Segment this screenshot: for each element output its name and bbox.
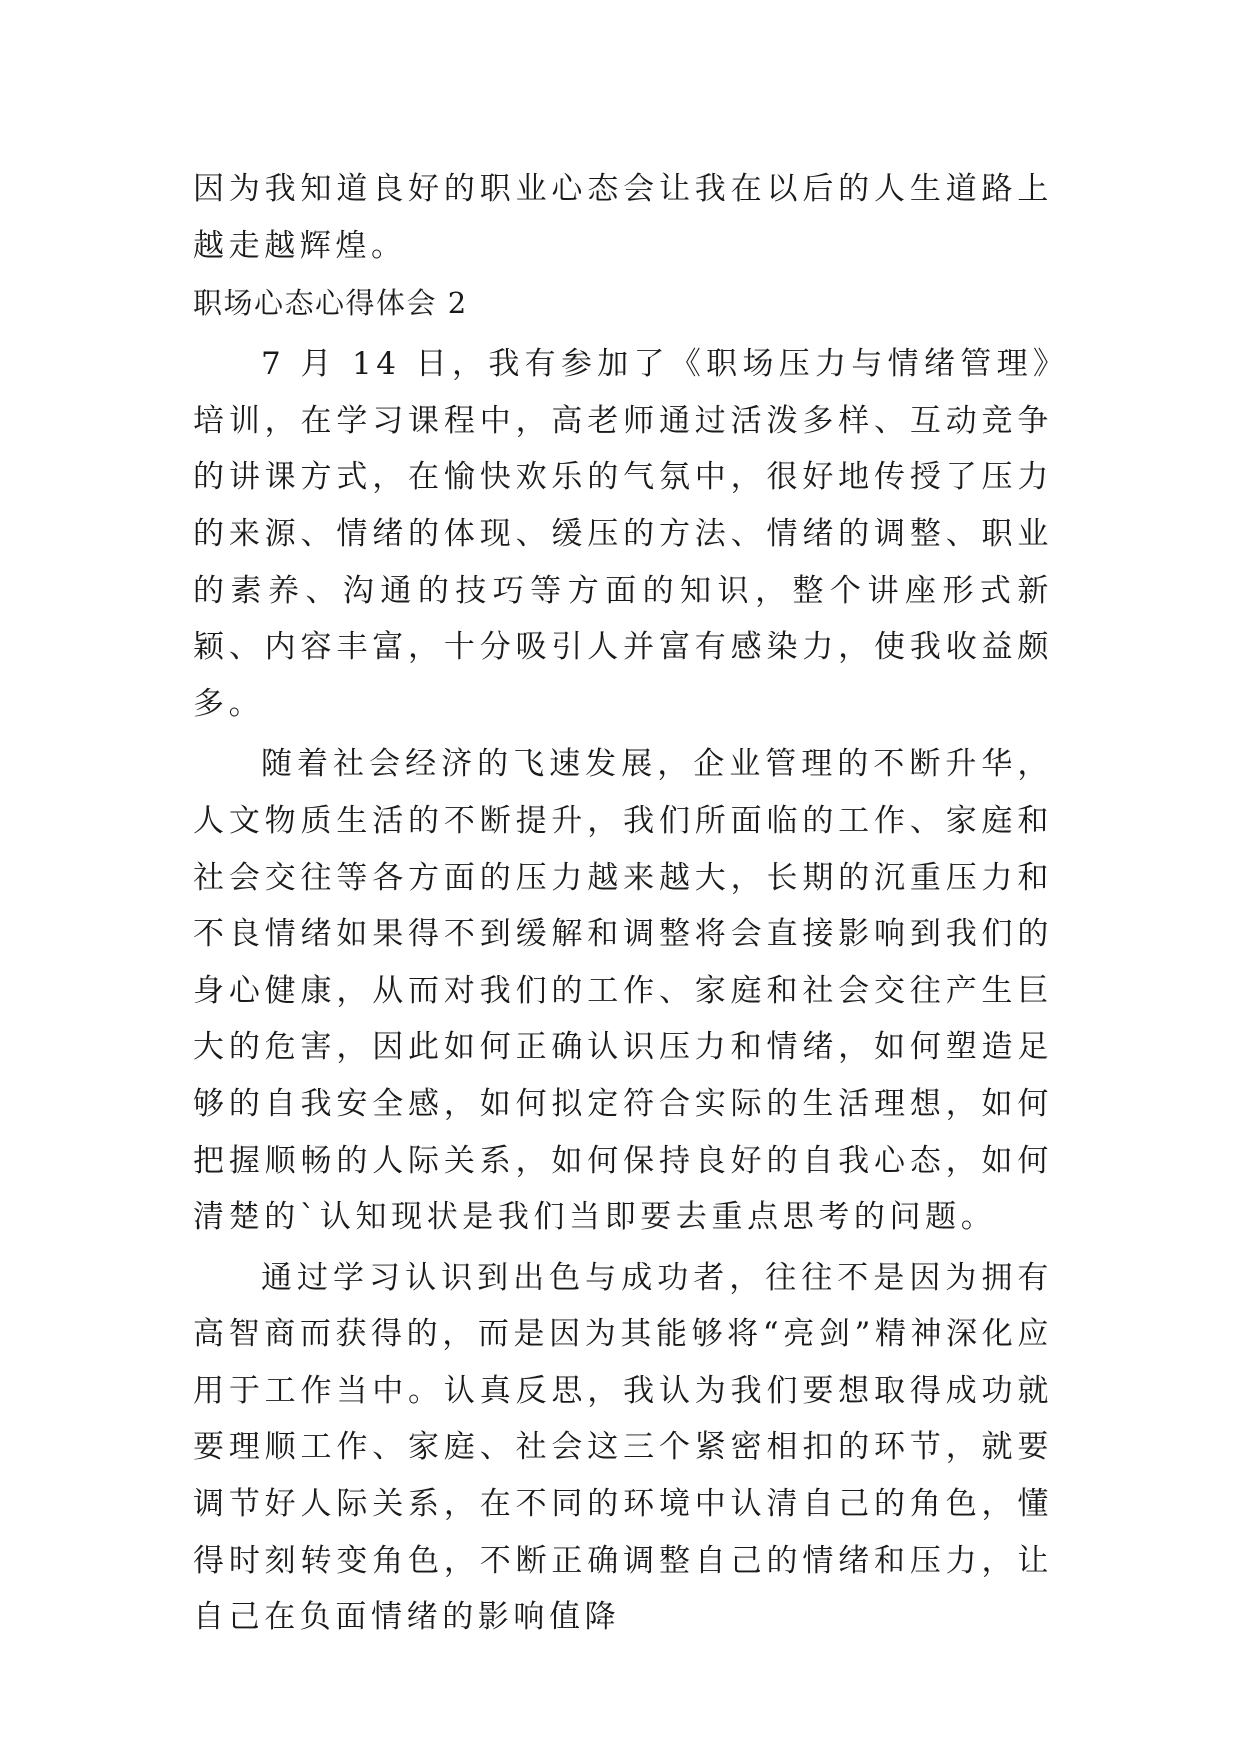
- document-body: [193, 161, 1053, 1646]
- body-paragraph-3: 通过学习认识到出色与成功者，往往不是因为拥有高智商而获得的，而是因为其能够将“亮剑”精神深化应用于工作当中。认真反思，我认为我们要想取得成功就要理顺工作、家庭、社会这三个紧密相扣的环节，就要调节好人际关系，在不同的环境中认清自己的角色，懂得时刻转变角色，不断正确调整自己的情绪和压力，让自己在负面情绪的影响值降: [193, 1259, 1053, 1636]
- body-paragraph-1: 7 月 14 日，我有参加了《职场压力与情绪管理》培训，在学习课程中，高老师通过活泼多样、互动竞争的讲课方式，在愉快欢乐的气氛中，很好地传授了压力的来源、情绪的体现、缓压的方法、情绪的调整、职业的素养、沟通的技巧等方面的知识，整个讲座形式新颖、内容丰富，十分吸引人并富有感染力，使我收益颇多。: [193, 346, 1053, 722]
- continuation-paragraph: 因为我知道良好的职业心态会让我在以后的人生道路上越走越辉煌。: [193, 171, 1053, 264]
- section-title: 职场心态心得体会 2: [193, 286, 468, 321]
- body-paragraph-2: 随着社会经济的飞速发展，企业管理的不断升华，人文物质生活的不断提升，我们所面临的工作、家庭和社会交往等各方面的压力越来越大，长期的沉重压力和不良情绪如果得不到缓解和调整将会直接影响到我们的身心健康，从而对我们的工作、家庭和社会交往产生巨大的危害，因此如何正确认识压力和情绪，如何塑造足够的自我安全感，如何拟定符合实际的生活理想，如何把握顺畅的人际关系，如何保持良好的自我心态，如何清楚的`认知现状是我们当即要去重点思考的问题。: [193, 746, 1053, 1236]
